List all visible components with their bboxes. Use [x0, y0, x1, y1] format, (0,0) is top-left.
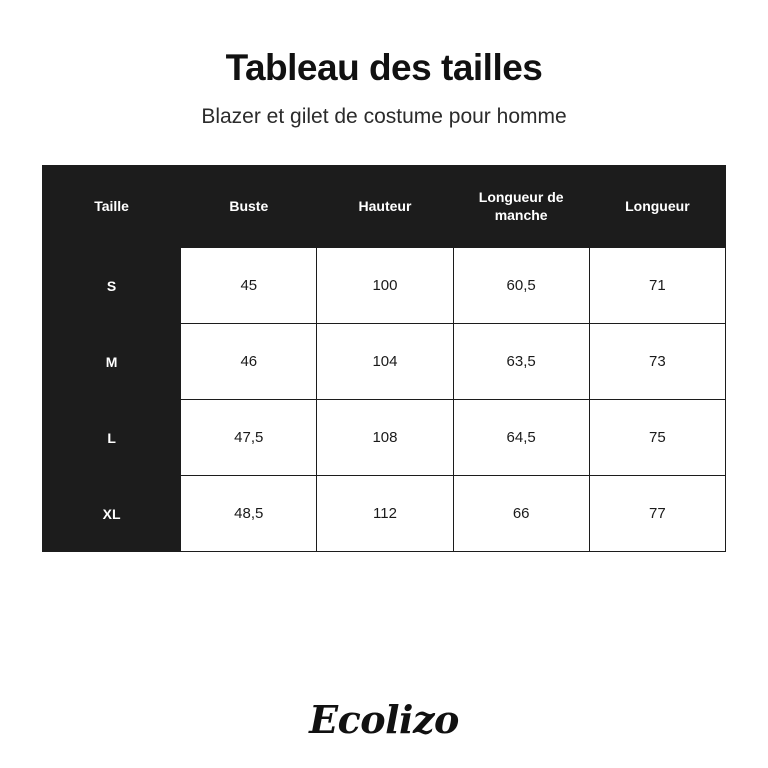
cell-size: XL	[43, 476, 181, 552]
cell-hauteur: 104	[317, 324, 453, 400]
table-row	[43, 248, 726, 324]
page-subtitle: Blazer et gilet de costume pour homme	[201, 104, 567, 128]
column-header-longueur-de-manche: Longueur de manche	[453, 166, 589, 248]
table-header	[43, 166, 726, 248]
cell-longueur: 77	[589, 476, 725, 552]
cell-longueur: 71	[589, 248, 725, 324]
size-table	[42, 165, 726, 552]
table-header-row	[43, 166, 726, 248]
cell-hauteur: 112	[317, 476, 453, 552]
cell-size: L	[43, 400, 181, 476]
cell-hauteur: 108	[317, 400, 453, 476]
table-row	[43, 476, 726, 552]
cell-longueur-de-manche: 63,5	[453, 324, 589, 400]
cell-buste: 45	[181, 248, 317, 324]
column-header-hauteur: Hauteur	[317, 166, 453, 248]
table-row	[43, 400, 726, 476]
cell-buste: 46	[181, 324, 317, 400]
size-table-container	[42, 165, 726, 552]
cell-size: S	[43, 248, 181, 324]
cell-size: M	[43, 324, 181, 400]
table-row	[43, 324, 726, 400]
cell-buste: 48,5	[181, 476, 317, 552]
brand-logo: Ecolizo	[309, 697, 459, 742]
column-header-buste: Buste	[181, 166, 317, 248]
column-header-longueur: Longueur	[589, 166, 725, 248]
cell-longueur-de-manche: 64,5	[453, 400, 589, 476]
table-body	[43, 248, 726, 552]
cell-longueur: 75	[589, 400, 725, 476]
cell-longueur-de-manche: 66	[453, 476, 589, 552]
page-title: Tableau des tailles	[225, 47, 543, 88]
cell-longueur: 73	[589, 324, 725, 400]
cell-longueur-de-manche: 60,5	[453, 248, 589, 324]
cell-hauteur: 100	[317, 248, 453, 324]
cell-buste: 47,5	[181, 400, 317, 476]
column-header-taille: Taille	[43, 166, 181, 248]
